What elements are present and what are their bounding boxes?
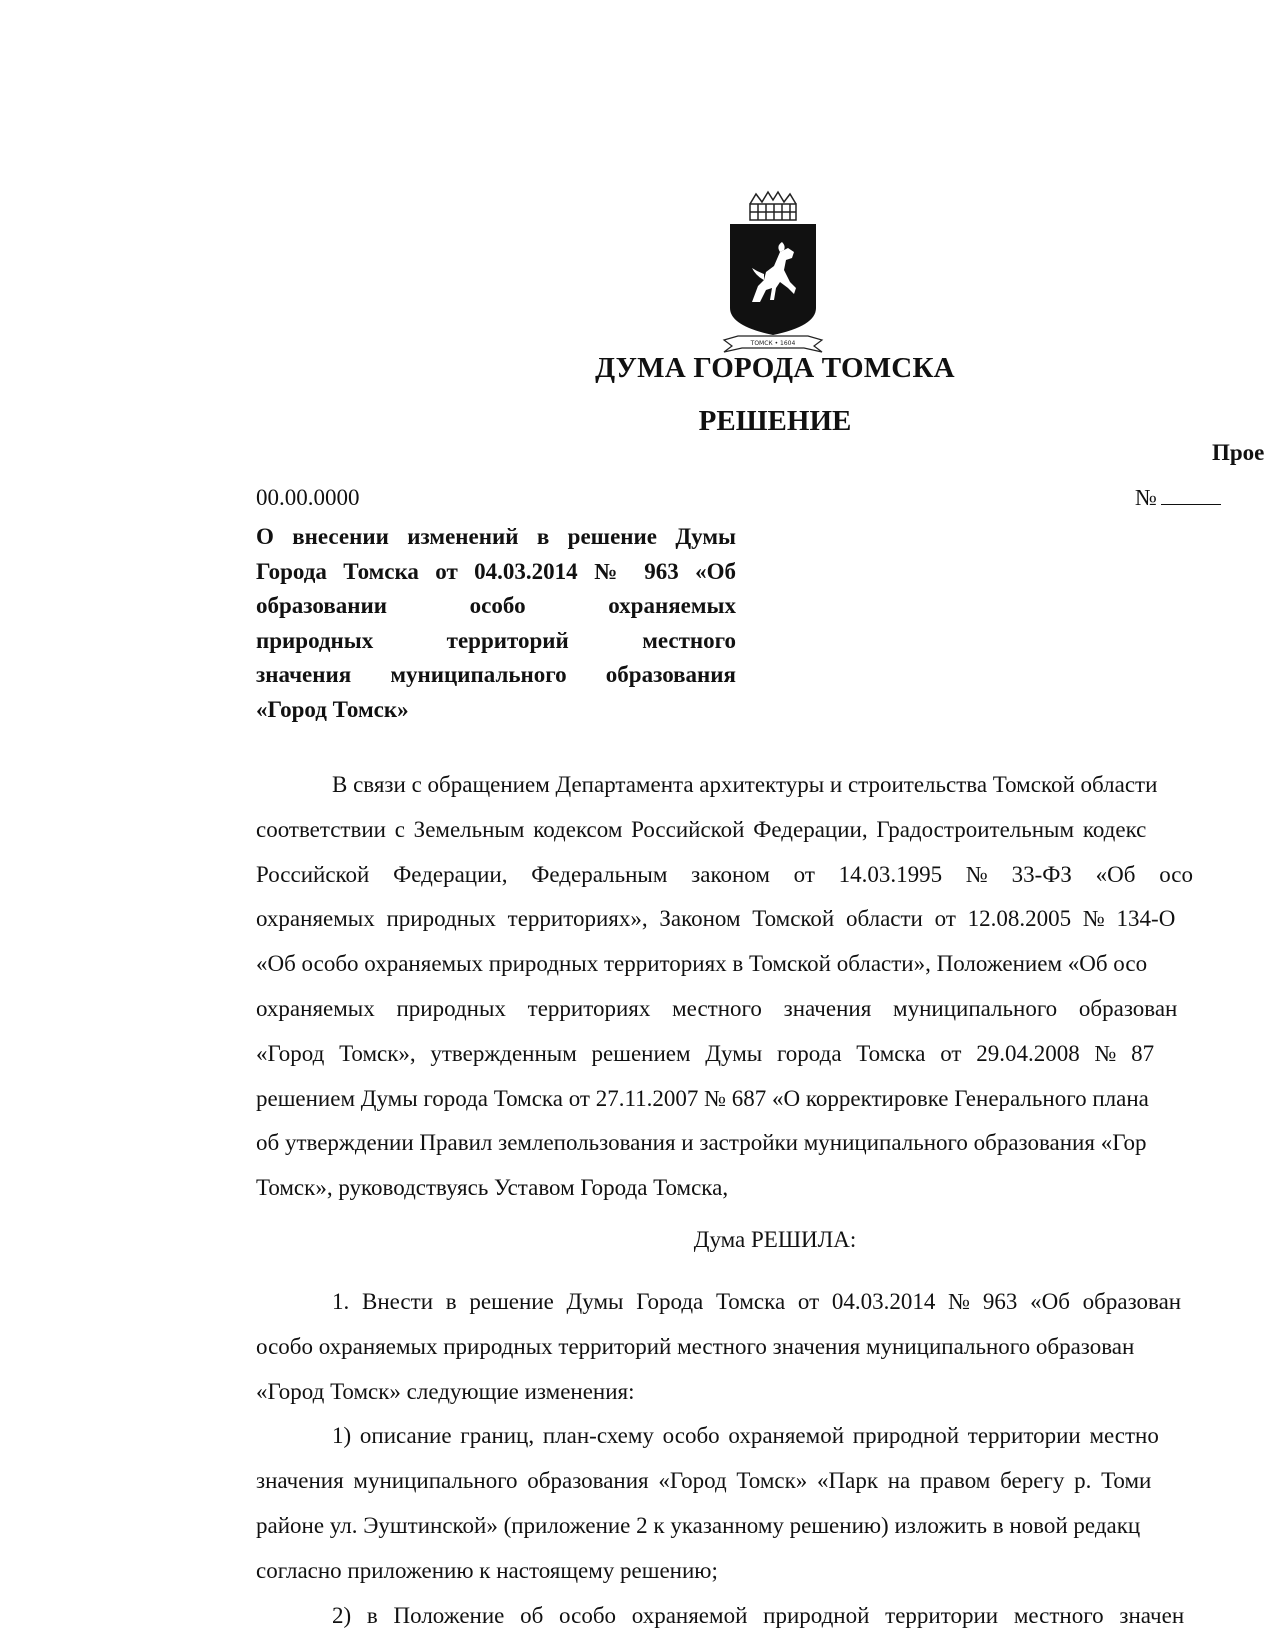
- preamble-line: охраняемых природных территориях местного значения муниципального образован: [256, 995, 1178, 1021]
- title-line: Города Томска от 04.03.2014 № 963 «Об: [256, 558, 736, 584]
- document-date: 00.00.0000: [256, 485, 360, 510]
- preamble-line: об утверждении Правил землепользования и застройки муниципального образования «Гор: [256, 1130, 1147, 1156]
- preamble-paragraph: [256, 763, 1275, 1211]
- title-line: «Город Томск»: [256, 696, 409, 722]
- resolution-line: значения муниципального образования «Город Томск» «Парк на правом берегу р. Томи: [256, 1468, 1152, 1494]
- resolution-line: особо охраняемых природных территорий местного значения муниципального образован: [256, 1333, 1135, 1359]
- resolution-line: 1) описание границ, план-схему особо охраняемой природной территории местно: [332, 1423, 1159, 1449]
- decision-heading: Дума РЕШИЛА:: [693, 1227, 857, 1252]
- preamble-line: охраняемых природных территориях», Законом Томской области от 12.08.2005 № 134-О: [256, 906, 1176, 932]
- council-name: ДУМА ГОРОДА ТОМСКА: [595, 352, 955, 384]
- coat-of-arms-emblem: [718, 190, 828, 355]
- title-line: образовании особо охраняемых: [256, 593, 736, 618]
- number-blank: [1161, 486, 1221, 505]
- preamble-line: «Об особо охраняемых природных территориях в Томской области», Положением «Об осо: [256, 951, 1148, 977]
- resolution-line: 2) в Положение об особо охраняемой природной территории местного значен: [332, 1602, 1185, 1628]
- preamble-line: В связи с обращением Департамента архитектуры и строительства Томской области: [332, 772, 1158, 797]
- preamble-line: соответствии с Земельным кодексом Российской Федерации, Градостроительным кодекс: [256, 816, 1147, 842]
- resolution-line: 1. Внести в решение Думы Города Томска от 04.03.2014 № 963 «Об образован: [332, 1289, 1182, 1314]
- resolution-line: районе ул. Эуштинской» (приложение 2 к указанному решению) изложить в новой редакц: [256, 1512, 1141, 1538]
- resolution-line: «Город Томск» следующие изменения:: [256, 1378, 635, 1404]
- crown-icon: [750, 192, 796, 220]
- title-line: О внесении изменений в решение Думы: [256, 524, 736, 549]
- resolution-paragraphs: [256, 1280, 1275, 1638]
- document-title: [256, 520, 736, 727]
- document-number: [1135, 485, 1221, 511]
- resolution-line: согласно приложению к настоящему решению;: [256, 1557, 718, 1583]
- title-line: природных территорий местного: [256, 627, 736, 653]
- preamble-line: Томск», руководствуясь Уставом Города Томска,: [256, 1175, 729, 1201]
- preamble-line: «Город Томск», утвержденным решением Думы города Томска от 29.04.2008 № 87: [256, 1040, 1155, 1066]
- project-label: Прое: [1212, 440, 1265, 465]
- preamble-line: Российской Федерации, Федеральным законом от 14.03.1995 № 33-ФЗ «Об осо: [256, 861, 1194, 887]
- number-prefix: №: [1135, 485, 1157, 510]
- emblem-motto: ТОМСК • 1604: [750, 340, 796, 347]
- title-line: значения муниципального образования: [256, 662, 736, 687]
- preamble-line: решением Думы города Томска от 27.11.2007 № 687 «О корректировке Генерального плана: [256, 1085, 1149, 1111]
- document-type: РЕШЕНИЕ: [698, 405, 852, 437]
